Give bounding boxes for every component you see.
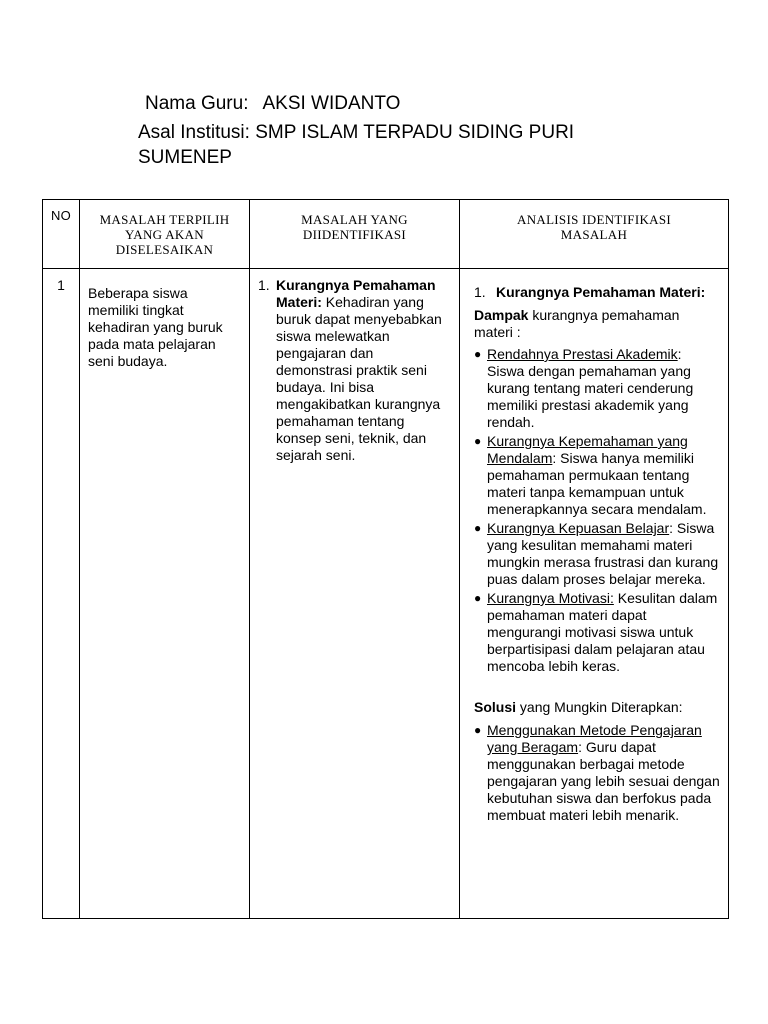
impact-desc: : Siswa dengan pemahaman yang kurang tentang materi cenderung memiliki prestasi akademik yang rendah. bbox=[487, 346, 694, 430]
solution-desc: : Guru dapat menggunakan berbagai metode pengajaran yang lebih sesuai dengan kebutuhan siswa dan berfokus pada membuat materi lebih menarik. bbox=[487, 739, 720, 823]
header-no: NO bbox=[43, 200, 80, 269]
bullet-icon: ● bbox=[474, 347, 482, 361]
header-analysis bbox=[460, 200, 729, 269]
header-selected-problem bbox=[80, 200, 250, 269]
identified-problem-text: Kehadiran yang buruk dapat menyebabkan siswa melewatkan pengajaran dan demonstrasi praktik seni budaya. Ini bisa mengakibatkan kurangnya pemahaman tentang konsep seni, teknik, dan sejarah seni. bbox=[276, 294, 442, 463]
analysis-cell bbox=[460, 269, 729, 919]
header-selected-problem-text: MASALAH TERPILIH YANG AKAN DISELESAIKAN bbox=[99, 212, 230, 257]
institution-line bbox=[138, 121, 574, 145]
bullet-icon: ● bbox=[474, 434, 482, 448]
impact-list bbox=[474, 346, 720, 675]
bullet-icon: ● bbox=[474, 521, 482, 535]
teacher-name-value: AKSI WIDANTO bbox=[262, 93, 401, 114]
analysis-number: 1. bbox=[474, 284, 486, 300]
institution-value: SMP ISLAM TERPADU SIDING PURI bbox=[255, 122, 575, 143]
impact-label: Dampak bbox=[474, 307, 529, 323]
header-identified-problem-text: MASALAH YANG DIIDENTIFIKASI bbox=[301, 212, 408, 242]
selected-problem-text: Beberapa siswa memiliki tingkat kehadiran yang buruk pada mata pelajaran seni budaya. bbox=[88, 285, 223, 369]
solution-label: Solusi bbox=[474, 699, 517, 715]
institution-value-continued: SUMENEP bbox=[138, 147, 232, 168]
spacer bbox=[474, 675, 720, 699]
bullet-icon: ● bbox=[474, 723, 482, 737]
analysis-title: Kurangnya Pemahaman Materi: bbox=[496, 284, 706, 300]
impact-term: Kurangnya Kepuasan Belajar bbox=[487, 520, 670, 536]
impact-desc: : Siswa yang kesulitan memahami materi mungkin merasa frustrasi dan kurang puas dalam proses belajar mereka. bbox=[487, 520, 719, 587]
impact-desc: : Siswa hanya memiliki pemahaman permukaan tentang materi tanpa kemampuan untuk menerapkannya secara mendalam. bbox=[487, 450, 707, 517]
teacher-name-label: Nama Guru: bbox=[145, 93, 249, 114]
impact-term: Kurangnya Motivasi: bbox=[487, 590, 614, 606]
row-number: 1 bbox=[43, 269, 80, 919]
table-row bbox=[43, 269, 729, 919]
impact-desc: Kesulitan dalam pemahaman materi dapat mengurangi motivasi siswa untuk berpartisipasi dalam pelajaran atau mencoba lebih keras. bbox=[487, 590, 718, 674]
institution-label: Asal Institusi: bbox=[138, 122, 250, 143]
list-item bbox=[474, 520, 720, 588]
identified-problem-title: Kurangnya Pemahaman Materi: bbox=[276, 277, 436, 310]
identified-problem-cell bbox=[250, 269, 460, 919]
impact-text: kurangnya pemahaman materi : bbox=[474, 307, 680, 340]
header-analysis-text: ANALISIS IDENTIFIKASI MASALAH bbox=[517, 212, 671, 242]
solution-text: yang Mungkin Diterapkan: bbox=[516, 699, 683, 715]
impact-term: Rendahnya Prestasi Akademik bbox=[487, 346, 678, 362]
solution-list bbox=[474, 722, 720, 824]
problem-analysis-table bbox=[42, 199, 729, 919]
identified-problem-number: 1. bbox=[258, 277, 270, 293]
impact-intro bbox=[474, 307, 720, 341]
list-item bbox=[474, 722, 720, 824]
selected-problem-cell bbox=[80, 269, 250, 919]
analysis-heading bbox=[474, 284, 720, 301]
solution-intro bbox=[474, 699, 720, 716]
teacher-name-line bbox=[145, 92, 400, 116]
solution-term: Menggunakan Metode Pengajaran yang Beragam bbox=[487, 722, 702, 755]
list-item bbox=[474, 590, 720, 675]
list-item bbox=[474, 433, 720, 518]
header-identified-problem bbox=[250, 200, 460, 269]
list-item bbox=[474, 346, 720, 431]
impact-term: Kurangnya Kepemahaman yang Mendalam bbox=[487, 433, 688, 466]
identified-problem-item bbox=[258, 277, 449, 464]
bullet-icon: ● bbox=[474, 591, 482, 605]
table-header-row bbox=[43, 200, 729, 269]
